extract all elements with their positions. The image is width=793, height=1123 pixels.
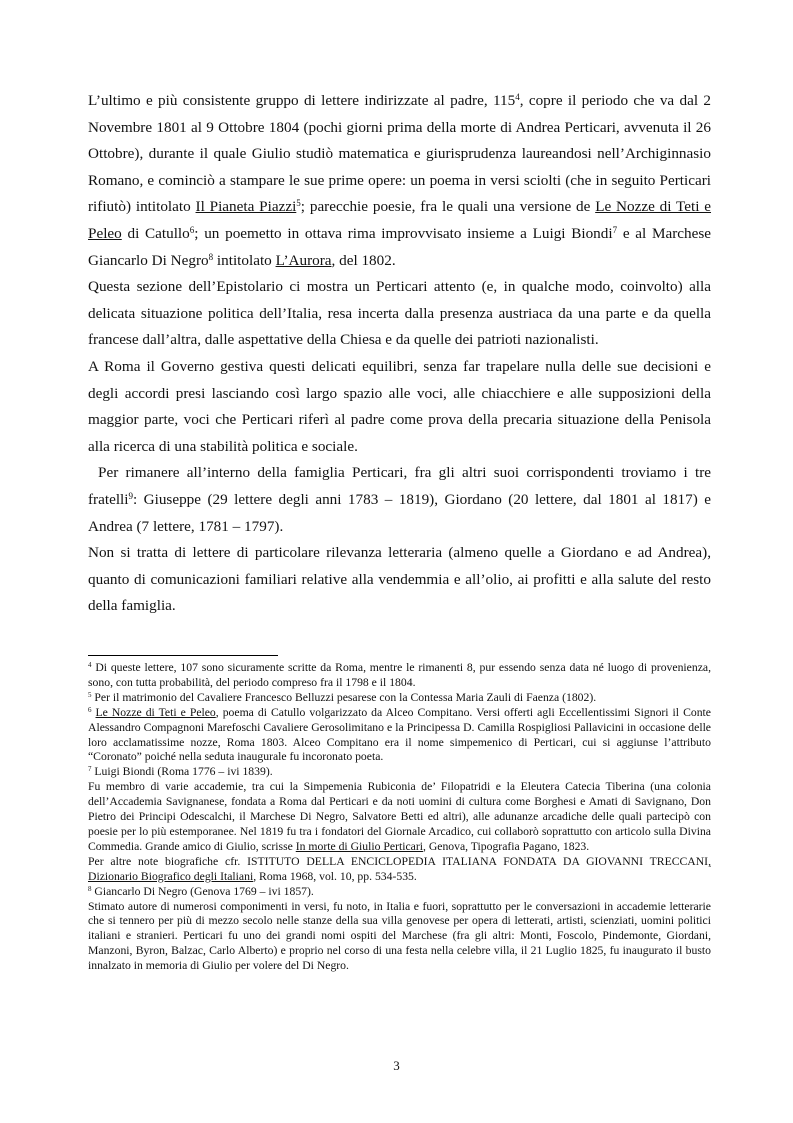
footnote-ref-9[interactable]: 9 bbox=[128, 490, 133, 501]
text: L’ultimo e più consistente gruppo di lettere indirizzate al padre, 115 bbox=[88, 92, 516, 109]
text: ; parecchie poesie, fra le quali una versione de bbox=[300, 198, 596, 216]
footnote-8-body: Stimato autore di numerosi componimenti in versi, fu noto, in Italia e fuori, soprattutto per le conversazioni in accademie letterarie che si tennero per più di mezzo secolo nelle stanze della sua villa genovese per opera di letterati, artisti, scienziati, uomini politici italiani e stranieri. Perticari fu uno dei grandi nomi ospiti del Marchese (fra gli altri: Monti, Foscolo, Pindemonte, Giordani, Manzoni, Byron, Balzac, Carlo Alberto) e proprio nel corso di una festa nella celebre villa, il 21 Luglio 1825, fu inaugurato il busto innalzato in memoria di Giulio per volere del Di Negro. bbox=[88, 899, 711, 973]
main-text bbox=[88, 88, 711, 620]
paragraph-4 bbox=[88, 460, 711, 540]
paragraph-1 bbox=[88, 88, 711, 274]
text: : Giuseppe (29 lettere degli anni 1783 – 1819), Giordano (20 lettere, dal 1801 al 1817) e Andrea (7 lettere, 1781 – 1797). bbox=[88, 490, 711, 535]
text: di Catullo bbox=[121, 224, 190, 242]
footnote-text: , Roma 1968, vol. 10, pp. 534-535. bbox=[253, 869, 417, 883]
footnote-text: Luigi Biondi (Roma 1776 – ivi 1839). bbox=[91, 765, 273, 779]
footnote-text: Giancarlo Di Negro (Genova 1769 – ivi 1857). bbox=[91, 884, 314, 898]
text: ; un poemetto in ottava rima improvvisato insieme a Luigi Biondi bbox=[194, 224, 613, 242]
footnote-number: 6 bbox=[88, 705, 92, 714]
footnote-title: In morte di Giulio Perticari bbox=[295, 839, 423, 853]
paragraph-2: Questa sezione dell’Epistolario ci mostra un Perticari attento (e, in qualche modo, coinvolto) alla delicata situazione politica dell’Italia, resa incerta dalla presenza austriaca da una parte e da quella francese dall’altra, dalle aspettative della Chiesa e da quelle dei patrioti nazionalisti. bbox=[88, 278, 711, 349]
footnote-6 bbox=[88, 706, 711, 766]
footnote-8-head bbox=[88, 885, 711, 900]
text: e al Marchese Giancarlo Di Negro bbox=[88, 224, 712, 269]
footnote-text: Fu membro di varie accademie, tra cui la Simpemenia Rubiconia de’ Filopatridi e la Eleutera Catecia Tiberina (una colonia dell’Accademia Savignanese, fondata a Roma dal Perticari e da noti uomini di cultura come Borghesi e Amati di Savignano, Don Pietro dei Principi Odescalchi, il Marchese Di Negro, Salvatore Betti ed altri), alle adunanze arcadiche delle quali partecipò con poesie per lo più estemporanee. Nel 1819 fu tra i fondatori del Giornale Arcadico, cui collaborò soprattutto con articolo sulla Divina Commedia. Grande amico di Giulio, scrisse bbox=[88, 780, 711, 853]
title-il-pianeta-piazzi: Il Pianeta Piazzi bbox=[195, 198, 297, 216]
text: Per rimanere all’interno della famiglia Perticari, fra gli altri suoi corrispondenti troviamo i tre fratelli bbox=[88, 464, 711, 508]
footnote-ref-4[interactable]: 4 bbox=[515, 92, 520, 102]
footnote-number: 8 bbox=[88, 884, 92, 893]
footnote-text: Per altre note biografiche cfr. ISTITUTO DELLA ENCICLOPEDIA ITALIANA FONDATA DA GIOVANNI TRECCANI bbox=[88, 854, 709, 868]
page-number: 3 bbox=[393, 1058, 400, 1073]
footnote-number: 7 bbox=[88, 765, 92, 774]
text: intitolato bbox=[213, 251, 276, 269]
text: , copre il periodo che va dal 2 Novembre 1801 al 9 Ottobre 1804 (pochi giorni prima della morte di Andrea Perticari, avvenuta il 26 Ottobre), durante il quale Giulio studiò matematica e giurisprudenza laureandosi nell’Archiginnasio Romano, e cominciò a stampare le sue prime opere: un poema in versi sciolti (che in seguito Perticari rifiutò) intitolato bbox=[88, 92, 711, 216]
footnote-number: 4 bbox=[88, 661, 92, 669]
footnote-text: Di queste lettere, 107 sono sicuramente scritte da Roma, mentre le rimanenti 8, pur essendo senza data né luogo di provenienza, sono, con tutta probabilità, del periodo compreso fra il 1798 e il 1804. bbox=[88, 661, 711, 689]
footnote-ref-6[interactable]: 6 bbox=[189, 224, 195, 235]
footnote-7-body bbox=[88, 780, 711, 855]
paragraph-3: A Roma il Governo gestiva questi delicati equilibri, senza far trapelare nulla delle sue decisioni e degli accordi presi lasciando così largo spazio alle voci, alle chiacchiere e alle supposizioni della maggior parte, voci che Perticari riferì al padre come prova della precaria situazione della Penisola alla ricerca di una stabilità politica e sociale. bbox=[88, 357, 711, 455]
footnote-7-head bbox=[88, 765, 711, 780]
footnote-ref-8[interactable]: 8 bbox=[208, 251, 214, 262]
footnote-5 bbox=[88, 691, 711, 706]
footnotes bbox=[88, 661, 711, 974]
footnote-ref-5[interactable]: 5 bbox=[296, 198, 301, 209]
footnote-text: , Genova, Tipografia Pagano, 1823. bbox=[422, 839, 590, 853]
footnote-text: , poema di Catullo volgarizzato da Alceo Compitano. Versi offerti agli Eccellentissimi Signori il Conte Alessandro Compagnoni Marefoschi Cavaliere Gerosolimitano e la Principessa D. Camilla Rospigliosi Pallavicini in occasione delle loro acclamatissime nozze, Roma 1803. Alceo Compitano era il nome simpemenico di Perticari, cui si aggiunse l’attributo “Coronato” poiché nella seduta inaugurale fu incoronato poeta. bbox=[88, 705, 711, 764]
title-le-nozze: Le Nozze di Teti e Peleo bbox=[88, 198, 712, 242]
footnote-separator bbox=[88, 655, 278, 656]
title-laurora: L’Aurora bbox=[275, 251, 332, 269]
paragraph-5: Non si tratta di lettere di particolare rilevanza letteraria (almeno quelle a Giordano e ad Andrea), quanto di comunicazioni familiari relative alla vendemmia e all’olio, ai profitti e alla salute del resto della famiglia. bbox=[88, 544, 711, 615]
footnote-title: , Dizionario Biografico degli Italiani bbox=[88, 854, 711, 883]
footnote-text: Per il matrimonio del Cavaliere Francesco Belluzzi pesarese con la Contessa Maria Zauli di Faenza (1802). bbox=[91, 690, 597, 704]
footnote-7-ref bbox=[88, 855, 711, 885]
footnote-number: 5 bbox=[88, 690, 92, 699]
footnote-title: Le Nozze di Teti e Peleo bbox=[95, 705, 216, 719]
text: , del 1802. bbox=[331, 251, 396, 269]
footnote-ref-7[interactable]: 7 bbox=[612, 224, 618, 235]
footnote-4 bbox=[88, 661, 711, 691]
